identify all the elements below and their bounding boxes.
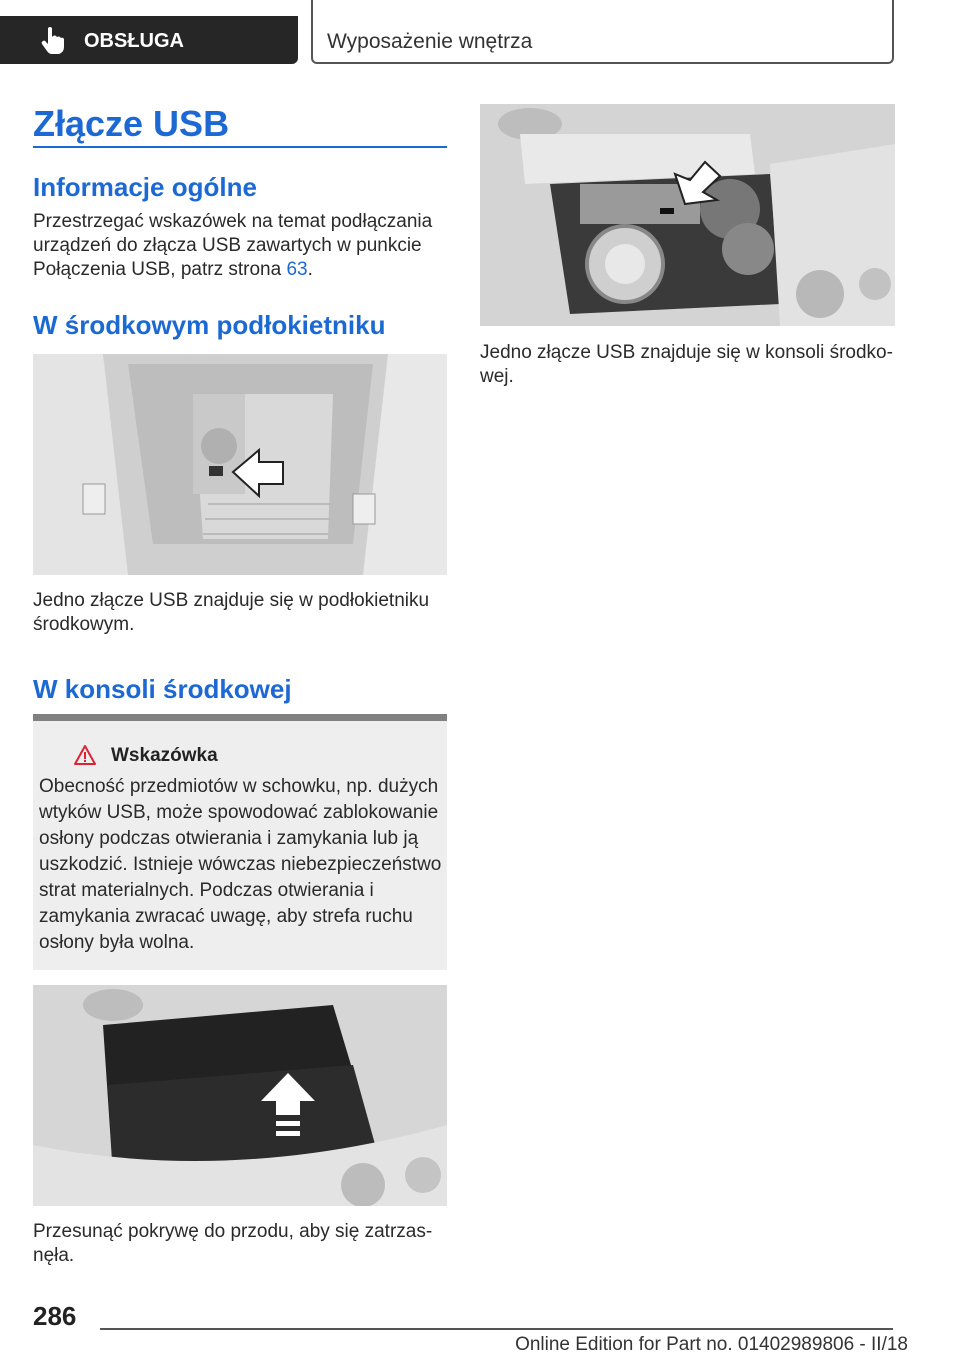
warning-box — [33, 714, 447, 970]
page-link[interactable]: 63 — [286, 259, 308, 280]
console-heading: W konsoli środkowej — [33, 674, 292, 704]
slide-caption: Przesunąć pokrywę do przodu, aby się zatrzasnęła. — [33, 1221, 433, 1266]
console-cover-photo — [33, 985, 447, 1206]
general-paragraph — [33, 210, 449, 282]
chapter-box — [311, 0, 894, 64]
warning-body: Obecność przedmiotów w schowku, np. dużych wtyków USB, może spowodować zablokowanie osłony podczas otwierania i zamykania lub ją uszkodzić. Istnieje wówczas niebezpieczeństwo strat materialnych. Podczas otwierania i zamykania zwracać uwagę, aby strefa ruchu osłony była wolna. — [39, 776, 442, 953]
general-text-end: . — [307, 259, 313, 280]
armrest-usb-photo — [33, 354, 447, 575]
page-title: Złącze USB — [33, 103, 230, 144]
warning-triangle-icon — [73, 744, 97, 766]
general-text: Przestrzegać wskazówek na temat podłączania urządzeń do złącza USB zawartych w punkcie Połączenia USB, patrz strona — [33, 211, 433, 280]
page-number: 286 — [33, 1301, 77, 1331]
section-tab[interactable] — [0, 16, 298, 64]
footer-rule — [100, 1328, 893, 1330]
section-label: OBSŁUGA — [84, 30, 184, 52]
hand-pointer-icon — [40, 26, 66, 54]
warning-title: Wskazówka — [111, 745, 218, 766]
general-heading: Informacje ogólne — [33, 172, 257, 202]
armrest-caption: Jedno złącze USB znajduje się w podłokietniku środkowym. — [33, 590, 430, 635]
title-rule — [33, 146, 447, 148]
edition-text: Online Edition for Part no. 01402989806 - II/18 — [515, 1334, 908, 1355]
armrest-heading: W środkowym podłokietniku — [33, 310, 386, 340]
console-usb-photo — [480, 104, 895, 326]
warning-bar — [33, 714, 447, 721]
chapter-label: Wyposażenie wnętrza — [327, 30, 533, 53]
console-caption: Jedno złącze USB znajduje się w konsoli środkowej. — [480, 342, 893, 387]
